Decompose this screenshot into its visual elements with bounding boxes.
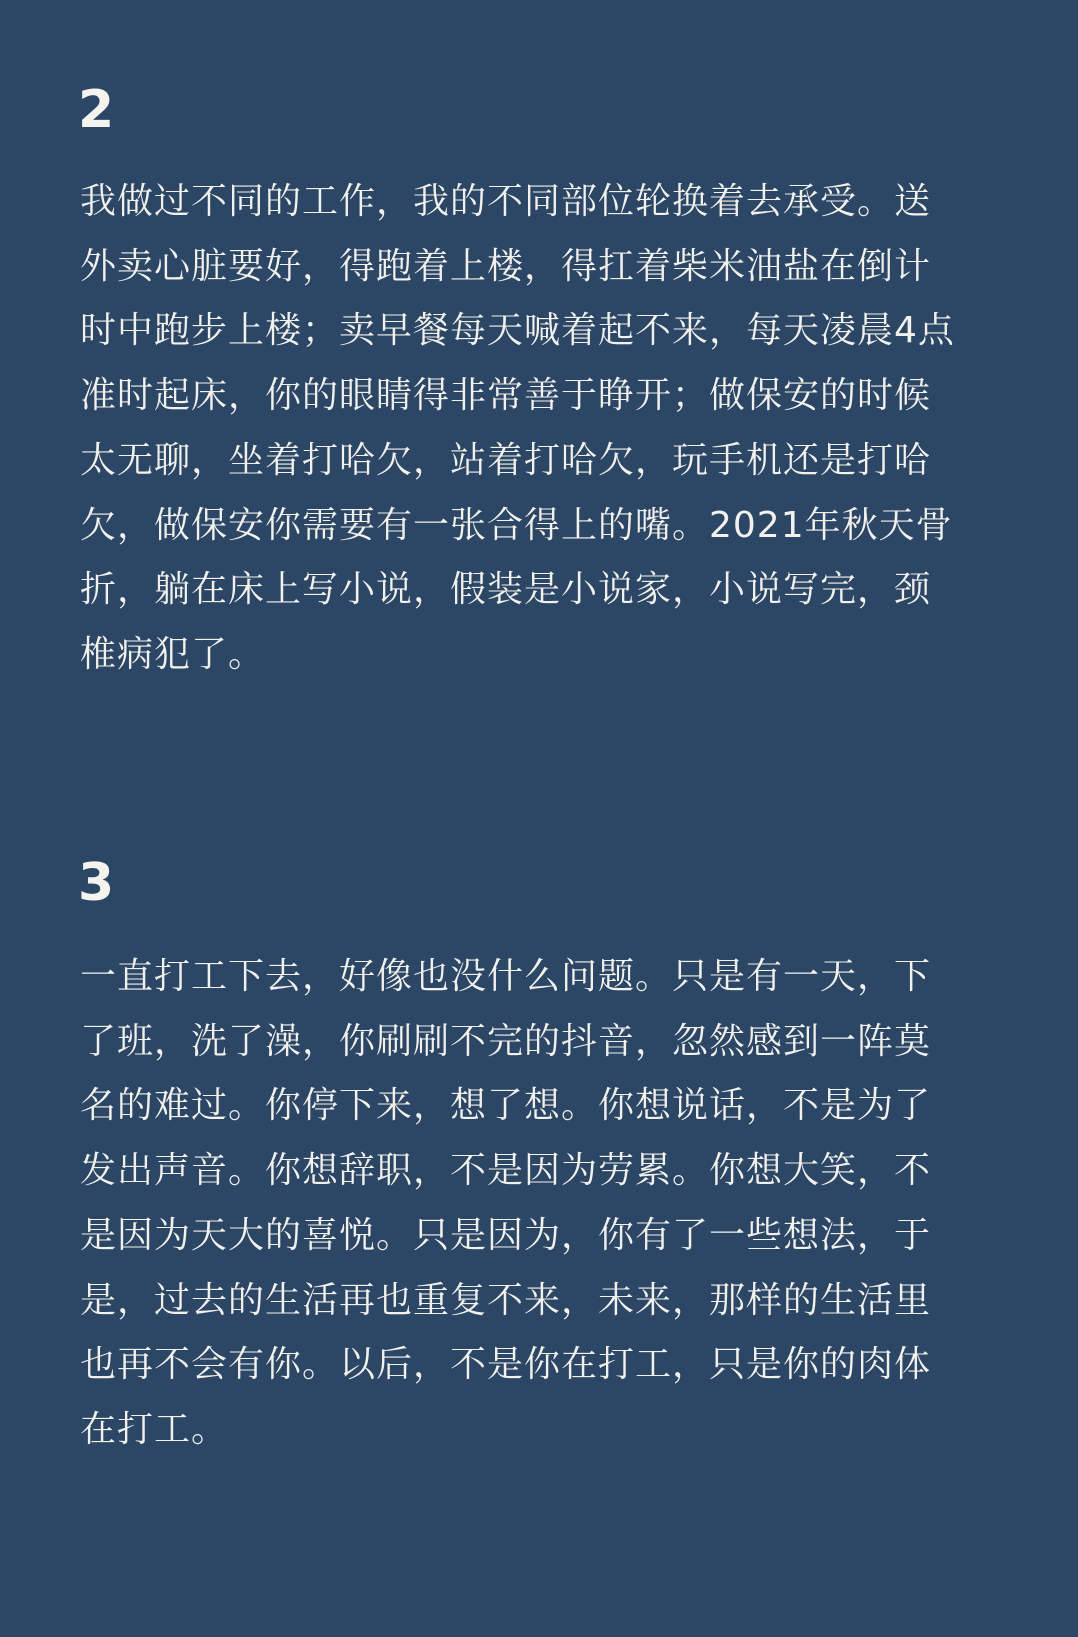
paragraph-section-3 [80,945,980,1463]
paragraph-line: 时中跑步上楼；卖早餐每天喊着起不来，每天凌晨4点 [80,310,955,352]
paragraph-line: 在打工。 [80,1408,229,1450]
paragraph-line: 太无聊，坐着打哈欠，站着打哈欠，玩手机还是打哈 [80,439,932,481]
paragraph-line: 名的难过。你停下来，想了想。你想说话，不是为了 [80,1085,932,1127]
paragraph-line: 我做过不同的工作，我的不同部位轮换着去承受。送 [80,181,932,222]
paragraph-line: 也再不会有你。以后，不是你在打工，只是你的肉体 [80,1344,932,1386]
paragraph-line: 一直打工下去，好像也没什么问题。只是有一天，下 [80,956,932,997]
paragraph-line: 欠，做保安你需要有一张合得上的嘴。2021年秋天骨 [80,504,953,546]
section-number-3: 3 [78,853,115,913]
section-number-2: 2 [78,80,115,140]
paragraph-line: 发出声音。你想辞职，不是因为劳累。你想大笑，不 [80,1150,932,1192]
paragraph-section-2 [80,170,980,688]
paragraph-line: 是因为天大的喜悦。只是因为，你有了一些想法，于 [80,1214,932,1256]
paragraph-line: 外卖心脏要好，得跑着上楼，得扛着柴米油盐在倒计 [80,245,932,287]
paragraph-line: 是，过去的生活再也重复不来，未来，那样的生活里 [80,1279,932,1321]
paragraph-line: 准时起床，你的眼睛得非常善于睁开；做保安的时候 [80,375,932,417]
paragraph-line: 了班，洗了澡，你刷刷不完的抖音，忽然感到一阵莫 [80,1020,932,1062]
paragraph-line: 折，躺在床上写小说，假装是小说家，小说写完，颈 [80,569,932,611]
paragraph-line: 椎病犯了。 [80,633,266,675]
